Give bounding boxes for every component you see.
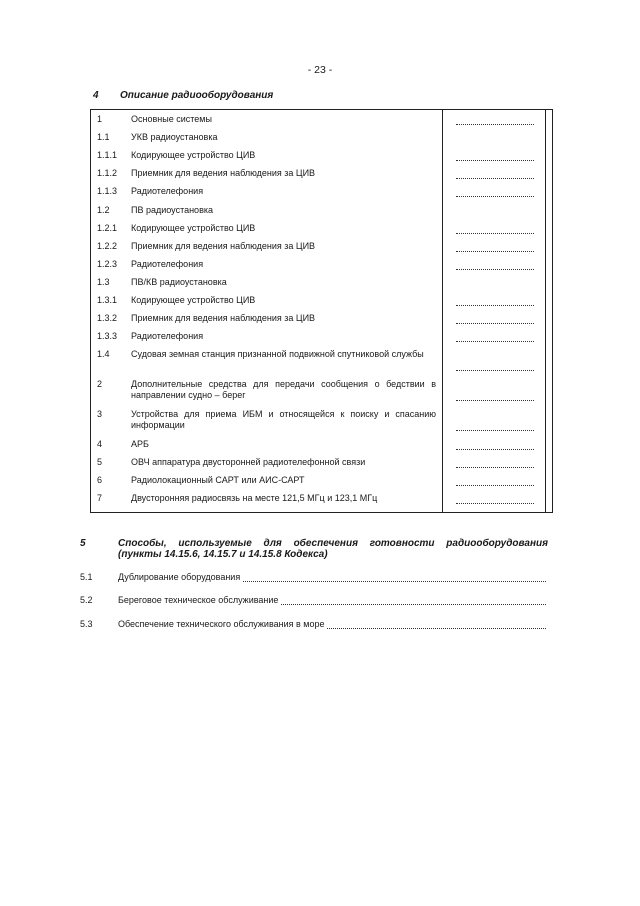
row-label: Устройства для приема ИБМ и относящейся к поиску и спасанию информации <box>131 409 436 430</box>
row-number: 1.3.3 <box>97 331 118 341</box>
row-number: 1.3.1 <box>97 295 118 305</box>
row-label: Радиотелефония <box>131 186 204 196</box>
row-number: 5 <box>97 457 103 467</box>
fill-in-line[interactable] <box>456 124 534 125</box>
row-number: 1.3 <box>97 277 110 287</box>
row-label: ПВ/КВ радиоустановка <box>131 277 227 287</box>
row-label: АРБ <box>131 439 149 449</box>
item-number: 5.1 <box>80 572 93 582</box>
fill-in-line[interactable] <box>456 370 534 371</box>
fill-in-line[interactable] <box>456 341 534 342</box>
row-number: 1.1.2 <box>97 168 118 178</box>
section-5-number: 5 <box>80 538 86 549</box>
row-label: Приемник для ведения наблюдения за ЦИВ <box>131 241 316 251</box>
fill-in-line[interactable] <box>456 196 534 197</box>
row-number: 1.2.2 <box>97 241 118 251</box>
row-label: ПВ радиоустановка <box>131 205 213 215</box>
fill-in-line[interactable] <box>456 269 534 270</box>
section-5-title: Способы, используемые для обеспечения готовности радиооборудования (пункты 14.15.6, 14.15.7 и 14.15.8 Кодекса) <box>118 538 548 560</box>
row-label: Приемник для ведения наблюдения за ЦИВ <box>131 313 316 323</box>
row-number: 2 <box>97 379 103 389</box>
row-number: 1.2 <box>97 205 110 215</box>
fill-in-line[interactable] <box>456 178 534 179</box>
fill-in-line[interactable] <box>456 503 534 504</box>
fill-in-line[interactable] <box>456 430 534 431</box>
row-label: Основные системы <box>131 114 212 124</box>
fill-in-line[interactable] <box>456 400 534 401</box>
row-label: Судовая земная станция признанной подвижной спутниковой службы <box>131 349 424 359</box>
row-label: Радиолокационный САРТ или АИС-САРТ <box>131 475 305 485</box>
row-number: 1.1 <box>97 132 110 142</box>
fill-in-line[interactable] <box>456 233 534 234</box>
row-label: Кодирующее устройство ЦИВ <box>131 150 256 160</box>
row-label: Кодирующее устройство ЦИВ <box>131 223 256 233</box>
section-4-title: Описание радиооборудования <box>120 90 274 101</box>
row-label: Радиотелефония <box>131 259 204 269</box>
row-label: Приемник для ведения наблюдения за ЦИВ <box>131 168 316 178</box>
page-number: - 23 - <box>307 64 333 76</box>
row-number: 1 <box>97 114 103 124</box>
fill-in-line[interactable] <box>456 251 534 252</box>
row-number: 6 <box>97 475 103 485</box>
row-number: 1.4 <box>97 349 110 359</box>
row-label: ОВЧ аппаратура двусторонней радиотелефонной связи <box>131 457 366 467</box>
fill-in-line[interactable] <box>456 305 534 306</box>
row-number: 1.1.3 <box>97 186 118 196</box>
row-number: 7 <box>97 493 103 503</box>
row-label: УКВ радиоустановка <box>131 132 218 142</box>
item-label: Обеспечение технического обслуживания в море <box>118 619 325 629</box>
row-label: Радиотелефония <box>131 331 204 341</box>
row-number: 1.2.3 <box>97 259 118 269</box>
fill-in-line[interactable] <box>456 449 534 450</box>
item-label: Береговое техническое обслуживание <box>118 595 279 605</box>
row-number: 4 <box>97 439 103 449</box>
fill-in-line[interactable] <box>456 323 534 324</box>
row-label: Дополнительные средства для передачи сообщения о бедствии в направлении судно – берег <box>131 379 436 400</box>
row-number: 1.1.1 <box>97 150 118 160</box>
item-number: 5.3 <box>80 619 93 629</box>
row-number: 1.3.2 <box>97 313 118 323</box>
fill-in-line[interactable] <box>456 160 534 161</box>
table-column-divider <box>442 110 443 512</box>
fill-in-line[interactable] <box>456 467 534 468</box>
item-label: Дублирование оборудования <box>118 572 241 582</box>
item-number: 5.2 <box>80 595 93 605</box>
row-number: 1.2.1 <box>97 223 118 233</box>
row-number: 3 <box>97 409 103 419</box>
section-4-number: 4 <box>93 90 99 101</box>
table-right-rule <box>545 110 546 512</box>
fill-in-line[interactable] <box>456 485 534 486</box>
row-label: Кодирующее устройство ЦИВ <box>131 295 256 305</box>
row-label: Двусторонняя радиосвязь на месте 121,5 МГц и 123,1 МГц <box>131 493 378 503</box>
